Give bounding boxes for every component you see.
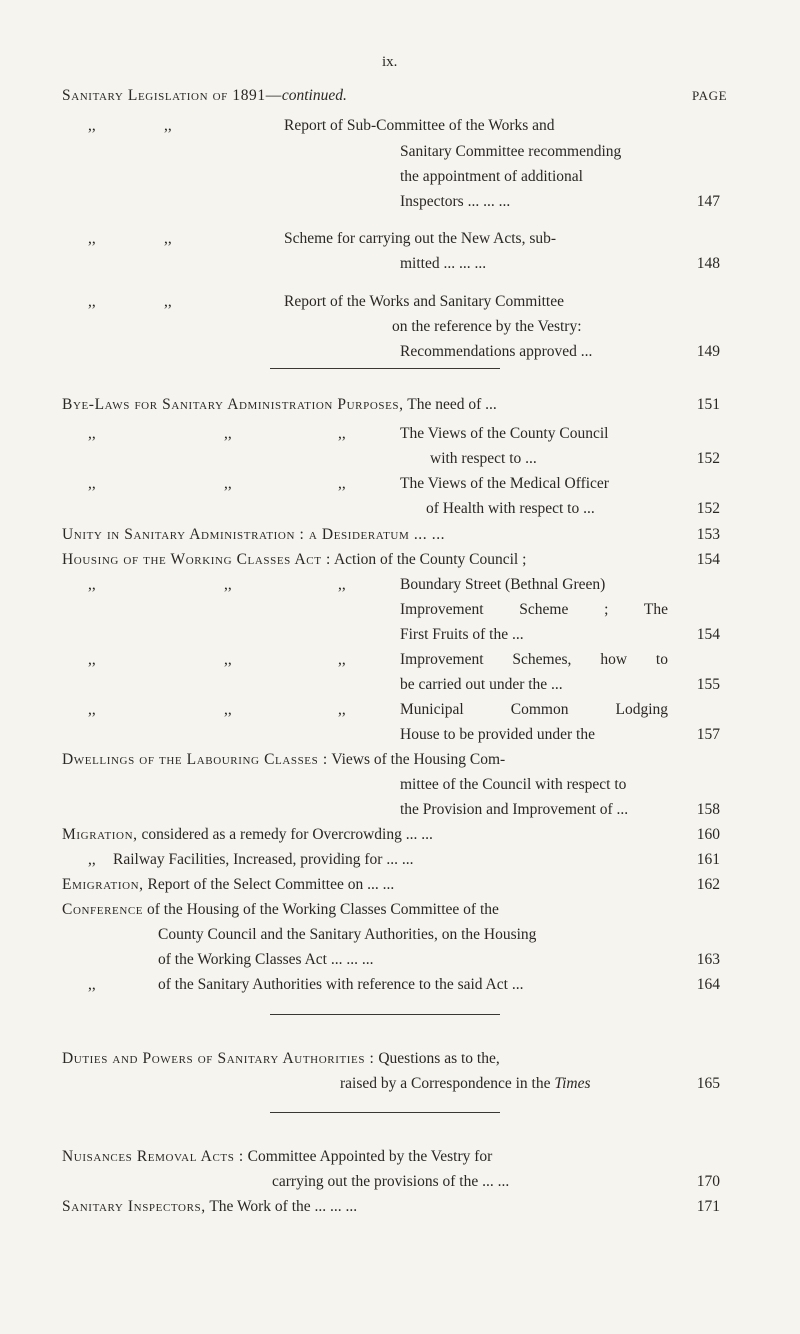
- ditto-mark: ,,: [224, 576, 232, 593]
- entry-line: of Health with respect to ...: [426, 500, 595, 517]
- bye-laws-heading: Bye-Laws for Sanitary Administration Purposes, The need of ...: [62, 396, 497, 413]
- page-ref: 152: [696, 450, 720, 467]
- ditto-mark: ,,: [88, 976, 96, 993]
- ditto-mark: ,,: [88, 293, 96, 310]
- entry-line: The Views of the Medical Officer: [400, 475, 609, 492]
- ditto-mark: ,,: [338, 576, 346, 593]
- ditto-mark: ,,: [88, 117, 96, 134]
- ditto-mark: ,,: [88, 425, 96, 442]
- entry-line: mittee of the Council with respect to: [400, 776, 627, 793]
- entry-line: Railway Facilities, Increased, providing for ... ...: [113, 851, 414, 868]
- housing-heading: Housing of the Working Classes Act : Action of the County Council ;: [62, 551, 527, 568]
- ditto-mark: ,,: [338, 475, 346, 492]
- duties-heading: Duties and Powers of Sanitary Authorities : Questions as to the,: [62, 1050, 500, 1067]
- ditto-mark: ,,: [88, 701, 96, 718]
- page-ref: 164: [696, 976, 720, 993]
- entry-line: House to be provided under the: [400, 726, 595, 743]
- ditto-mark: ,,: [338, 701, 346, 718]
- page-ref: 170: [696, 1173, 720, 1190]
- entry-line: Sanitary Committee recommending: [400, 143, 622, 160]
- unity-entry: Unity in Sanitary Administration : a Desideratum ... ...: [62, 526, 446, 543]
- entry-line: Scheme for carrying out the New Acts, sub-: [284, 230, 557, 247]
- nuisances-heading: Nuisances Removal Acts : Committee Appointed by the Vestry for: [62, 1148, 493, 1165]
- ditto-mark: ,,: [88, 576, 96, 593]
- conference-heading: Conference of the Housing of the Working Classes Committee of the: [62, 901, 499, 918]
- ditto-mark: ,,: [88, 851, 96, 868]
- ditto-mark: ,,: [88, 475, 96, 492]
- section-divider: [270, 1112, 500, 1113]
- entry-line: the Provision and Improvement of ...: [400, 801, 629, 818]
- ditto-mark: ,,: [224, 651, 232, 668]
- section-divider: [270, 368, 500, 369]
- page-ref: 162: [696, 876, 720, 893]
- entry-line: Inspectors ... ... ...: [400, 193, 511, 210]
- ditto-mark: ,,: [164, 117, 172, 134]
- entry-line: be carried out under the ...: [400, 676, 563, 693]
- entry-line: Boundary Street (Bethnal Green): [400, 576, 606, 593]
- page-ref: 148: [696, 255, 720, 272]
- page-ref: 154: [696, 626, 720, 643]
- page-ref: 171: [696, 1198, 720, 1215]
- migration-heading: Migration, considered as a remedy for Overcrowding ... ...: [62, 826, 433, 843]
- entry-line: with respect to ...: [430, 450, 537, 467]
- entry-line: Recommendations approved ...: [400, 343, 593, 360]
- page-ref: 154: [696, 551, 720, 568]
- page-ref: 163: [696, 951, 720, 968]
- page-ref: 157: [696, 726, 720, 743]
- entry-line: mitted ... ... ...: [400, 255, 487, 272]
- ditto-mark: ,,: [164, 293, 172, 310]
- ditto-mark: ,,: [338, 651, 346, 668]
- page-ref: 158: [696, 801, 720, 818]
- page-ref: 160: [696, 826, 720, 843]
- sanitary-legislation-heading: Sanitary Legislation of 1891—continued.: [62, 87, 347, 104]
- page-ref: 161: [696, 851, 720, 868]
- entry-line: of the Sanitary Authorities with reference to the said Act ...: [158, 976, 524, 993]
- entry-line: Municipal Common Lodging: [400, 701, 668, 718]
- page-ref: 147: [696, 193, 720, 210]
- entry-line: of the Working Classes Act ... ... ...: [158, 951, 374, 968]
- ditto-mark: ,,: [224, 425, 232, 442]
- ditto-mark: ,,: [88, 230, 96, 247]
- page-ref: 149: [696, 343, 720, 360]
- inspectors-heading: Sanitary Inspectors, The Work of the ... ... ...: [62, 1198, 358, 1215]
- entry-line: Improvement Scheme ; The: [400, 601, 668, 618]
- page-column-label: PAGE: [692, 88, 728, 103]
- entry-line: Improvement Schemes, how to: [400, 651, 668, 668]
- ditto-mark: ,,: [224, 475, 232, 492]
- ditto-mark: ,,: [338, 425, 346, 442]
- entry-line: the appointment of additional: [400, 168, 583, 185]
- entry-line: on the reference by the Vestry:: [392, 318, 582, 335]
- entry-line: First Fruits of the ...: [400, 626, 524, 643]
- entry-line: Report of Sub-Committee of the Works and: [284, 117, 555, 134]
- emigration-heading: Emigration, Report of the Select Committee on ... ...: [62, 876, 395, 893]
- dwellings-heading: Dwellings of the Labouring Classes : Views of the Housing Com-: [62, 751, 506, 768]
- page-ref: 152: [696, 500, 720, 517]
- ditto-mark: ,,: [88, 651, 96, 668]
- entry-line: Report of the Works and Sanitary Committee: [284, 293, 564, 310]
- page-ref: 165: [696, 1075, 720, 1092]
- ditto-mark: ,,: [224, 701, 232, 718]
- duties-line-2: raised by a Correspondence in the Times: [340, 1075, 591, 1092]
- page-number: ix.: [382, 54, 398, 70]
- page-ref: 151: [696, 396, 720, 413]
- entry-line: The Views of the County Council: [400, 425, 609, 442]
- section-divider: [270, 1014, 500, 1015]
- ditto-mark: ,,: [164, 230, 172, 247]
- entry-line: carrying out the provisions of the ... ...: [272, 1173, 510, 1190]
- page-ref: 153: [696, 526, 720, 543]
- entry-line: County Council and the Sanitary Authorities, on the Housing: [158, 926, 537, 943]
- page-ref: 155: [696, 676, 720, 693]
